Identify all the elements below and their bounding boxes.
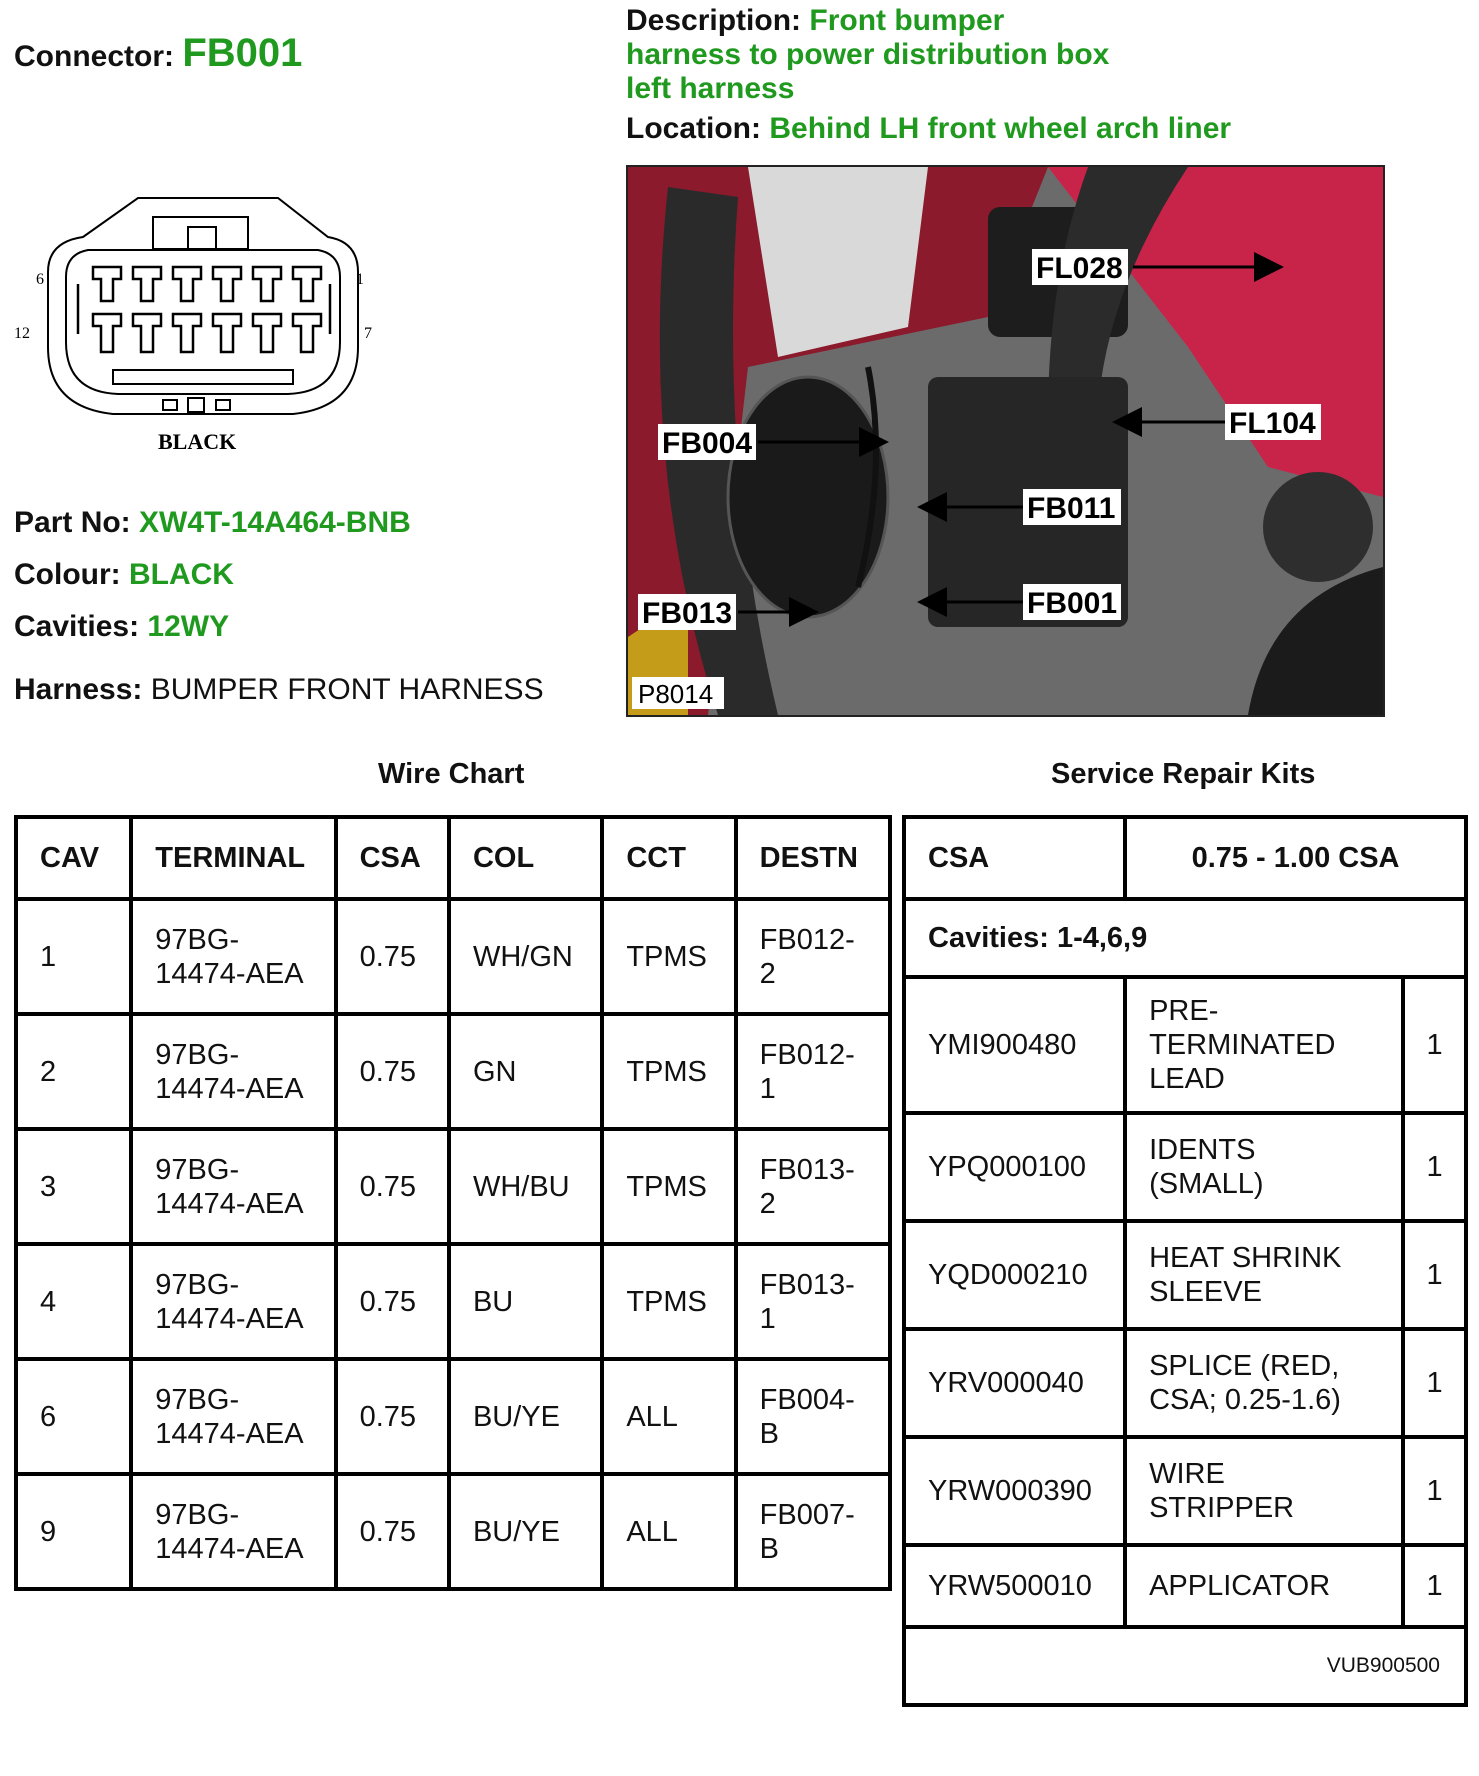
cell-terminal xyxy=(131,1014,335,1129)
colour-value: BLACK xyxy=(128,558,234,591)
kit-desc-line1: PRE- xyxy=(1149,995,1219,1027)
destn-part-b: 1 xyxy=(759,1302,776,1335)
kit-qty: 1 xyxy=(1403,1545,1466,1627)
destn-part-a: FB007- xyxy=(759,1498,855,1531)
part-no-value: XW4T-14A464-BNB xyxy=(139,506,411,539)
kit-cavities-row xyxy=(904,899,1466,977)
terminal-part-b: 14474-AEA xyxy=(155,1532,304,1565)
header-cav: CAV xyxy=(16,817,131,899)
repair-kits-table xyxy=(902,815,1468,1707)
cell-destn xyxy=(736,1014,890,1129)
description-line2: harness to power distribution box xyxy=(626,38,1110,71)
cell-cct: TPMS xyxy=(602,1244,735,1359)
pin-label-7: 7 xyxy=(364,325,372,342)
destn-part-a: FB004- xyxy=(759,1383,855,1416)
kit-footer-ref: VUB900500 xyxy=(904,1627,1466,1705)
kit-cavities: Cavities: 1-4,6,9 xyxy=(904,899,1466,977)
kit-desc-line1: IDENTS xyxy=(1149,1134,1256,1166)
kit-qty: 1 xyxy=(1403,1113,1466,1221)
kit-code: YQD000210 xyxy=(904,1221,1125,1329)
part-no-label: Part No: xyxy=(14,506,131,539)
connector-value: FB001 xyxy=(182,31,303,75)
connector-label: Connector: xyxy=(14,40,174,73)
cell-col: GN xyxy=(449,1014,602,1129)
cell-terminal xyxy=(131,1474,335,1589)
terminal-part-a: 97BG- xyxy=(155,1383,240,1416)
header-col: COL xyxy=(449,817,602,899)
cell-cct: TPMS xyxy=(602,899,735,1014)
kit-row xyxy=(904,1221,1466,1329)
destn-part-a: FB012- xyxy=(759,1038,855,1071)
colour-line xyxy=(14,558,234,592)
kit-row xyxy=(904,977,1466,1113)
kit-desc-line2: TERMINATED xyxy=(1149,1029,1336,1061)
cell-col: BU/YE xyxy=(449,1359,602,1474)
cell-col: WH/BU xyxy=(449,1129,602,1244)
terminal-part-b: 14474-AEA xyxy=(155,1302,304,1335)
description-line1: Front bumper xyxy=(809,4,1005,37)
kit-desc-line2: CSA; 0.25-1.6) xyxy=(1149,1384,1341,1416)
header-csa: CSA xyxy=(336,817,449,899)
callout-fb001: FB001 xyxy=(1027,587,1118,620)
kit-qty: 1 xyxy=(1403,977,1466,1113)
cell-destn xyxy=(736,1474,890,1589)
header-terminal: TERMINAL xyxy=(131,817,335,899)
kit-desc xyxy=(1125,977,1403,1113)
cavities-line xyxy=(14,610,229,644)
location-line xyxy=(626,112,1231,146)
kit-desc xyxy=(1125,1221,1403,1329)
terminal-part-a: 97BG- xyxy=(155,923,240,956)
kit-code: YRW000390 xyxy=(904,1437,1125,1545)
cell-destn xyxy=(736,1244,890,1359)
kit-desc-line1: HEAT SHRINK xyxy=(1149,1242,1342,1274)
cell-cav: 2 xyxy=(16,1014,131,1129)
kit-qty: 1 xyxy=(1403,1437,1466,1545)
terminal-part-a: 97BG- xyxy=(155,1153,240,1186)
callout-fb011: FB011 xyxy=(1027,492,1116,525)
kit-row xyxy=(904,1437,1466,1545)
kit-desc-line3: LEAD xyxy=(1149,1063,1225,1095)
colour-label: Colour: xyxy=(14,558,121,591)
kit-desc xyxy=(1125,1113,1403,1221)
cell-destn xyxy=(736,899,890,1014)
destn-part-b: 1 xyxy=(759,1072,776,1105)
cell-terminal xyxy=(131,899,335,1014)
cell-csa: 0.75 xyxy=(336,899,449,1014)
diagram-color-label: BLACK xyxy=(158,429,237,454)
cell-cct: ALL xyxy=(602,1474,735,1589)
cell-cav: 1 xyxy=(16,899,131,1014)
header-destn: DESTN xyxy=(736,817,890,899)
kit-desc-line2: STRIPPER xyxy=(1149,1492,1295,1524)
cell-destn xyxy=(736,1129,890,1244)
cell-cav: 9 xyxy=(16,1474,131,1589)
header-cct: CCT xyxy=(602,817,735,899)
cell-csa: 0.75 xyxy=(336,1474,449,1589)
cell-cav: 3 xyxy=(16,1129,131,1244)
cell-destn xyxy=(736,1359,890,1474)
kit-desc xyxy=(1125,1437,1403,1545)
cell-cav: 4 xyxy=(16,1244,131,1359)
wire-row xyxy=(16,899,890,1014)
terminal-part-a: 97BG- xyxy=(155,1038,240,1071)
terminal-part-b: 14474-AEA xyxy=(155,1417,304,1450)
cell-cct: TPMS xyxy=(602,1129,735,1244)
location-photo xyxy=(626,165,1385,717)
kit-desc-line2: SLEEVE xyxy=(1149,1276,1262,1308)
kit-qty: 1 xyxy=(1403,1221,1466,1329)
terminal-part-a: 97BG- xyxy=(155,1268,240,1301)
connector-diagram xyxy=(14,192,372,462)
photo-illustration xyxy=(628,167,1383,715)
cell-cct: ALL xyxy=(602,1359,735,1474)
harness-value: BUMPER FRONT HARNESS xyxy=(150,673,544,706)
pin-label-12: 12 xyxy=(14,325,30,342)
kit-code: YRW500010 xyxy=(904,1545,1125,1627)
terminal-part-b: 14474-AEA xyxy=(155,1187,304,1220)
terminal-part-b: 14474-AEA xyxy=(155,957,304,990)
description-label: Description: xyxy=(626,4,802,37)
repair-kits-header xyxy=(904,817,1466,899)
kit-code: YMI900480 xyxy=(904,977,1125,1113)
wire-chart-table xyxy=(14,815,892,1591)
location-value: Behind LH front wheel arch liner xyxy=(769,112,1232,145)
cell-terminal xyxy=(131,1359,335,1474)
kit-code: YPQ000100 xyxy=(904,1113,1125,1221)
kit-row xyxy=(904,1329,1466,1437)
wire-chart-title: Wire Chart xyxy=(378,758,525,790)
location-label: Location: xyxy=(626,112,761,145)
header-kit-csa: CSA xyxy=(904,817,1125,899)
cell-csa: 0.75 xyxy=(336,1014,449,1129)
terminal-part-a: 97BG- xyxy=(155,1498,240,1531)
connector-line xyxy=(14,31,303,75)
destn-part-b: B xyxy=(759,1417,780,1450)
cell-csa: 0.75 xyxy=(336,1244,449,1359)
callout-fb013: FB013 xyxy=(642,597,733,630)
kit-row xyxy=(904,1113,1466,1221)
kit-desc xyxy=(1125,1545,1403,1627)
destn-part-a: FB012- xyxy=(759,923,855,956)
destn-part-a: FB013- xyxy=(759,1268,855,1301)
kit-desc xyxy=(1125,1329,1403,1437)
cell-cav: 6 xyxy=(16,1359,131,1474)
connector-face-drawing xyxy=(14,192,372,462)
destn-part-b: B xyxy=(759,1532,780,1565)
kit-qty: 1 xyxy=(1403,1329,1466,1437)
kit-desc-line1: APPLICATOR xyxy=(1149,1570,1331,1602)
kit-footer-row xyxy=(904,1627,1466,1705)
kit-code: YRV000040 xyxy=(904,1329,1125,1437)
kit-desc-line1: WIRE xyxy=(1149,1458,1225,1490)
callout-fl028: FL028 xyxy=(1036,252,1123,285)
cell-col: WH/GN xyxy=(449,899,602,1014)
cell-csa: 0.75 xyxy=(336,1129,449,1244)
pin-label-6: 6 xyxy=(36,271,44,288)
part-no-line xyxy=(14,506,411,540)
callout-fb004: FB004 xyxy=(662,427,753,460)
destn-part-b: 2 xyxy=(759,1187,776,1220)
destn-part-b: 2 xyxy=(759,957,776,990)
wire-row xyxy=(16,1474,890,1589)
wire-row xyxy=(16,1014,890,1129)
cell-cct: TPMS xyxy=(602,1014,735,1129)
wire-row xyxy=(16,1359,890,1474)
kit-desc-line1: SPLICE (RED, xyxy=(1149,1350,1340,1382)
wire-chart-header xyxy=(16,817,890,899)
harness-label: Harness: xyxy=(14,673,143,706)
kit-row xyxy=(904,1545,1466,1627)
harness-line xyxy=(14,673,544,707)
terminal-part-b: 14474-AEA xyxy=(155,1072,304,1105)
cavities-value: 12WY xyxy=(147,610,230,643)
cell-terminal xyxy=(131,1129,335,1244)
cell-csa: 0.75 xyxy=(336,1359,449,1474)
callout-fl104: FL104 xyxy=(1229,407,1316,440)
pin-label-1: 1 xyxy=(356,271,364,288)
cavities-label: Cavities: xyxy=(14,610,140,643)
cell-col: BU/YE xyxy=(449,1474,602,1589)
kit-desc-line2: (SMALL) xyxy=(1149,1168,1264,1200)
photo-ref: P8014 xyxy=(638,679,714,709)
description-block xyxy=(626,4,1109,106)
header-kit-range: 0.75 - 1.00 CSA xyxy=(1125,817,1466,899)
cell-col: BU xyxy=(449,1244,602,1359)
wire-row xyxy=(16,1244,890,1359)
wire-row xyxy=(16,1129,890,1244)
repair-kits-title: Service Repair Kits xyxy=(1051,758,1316,790)
destn-part-a: FB013- xyxy=(759,1153,855,1186)
description-line3: left harness xyxy=(626,72,795,105)
cell-terminal xyxy=(131,1244,335,1359)
